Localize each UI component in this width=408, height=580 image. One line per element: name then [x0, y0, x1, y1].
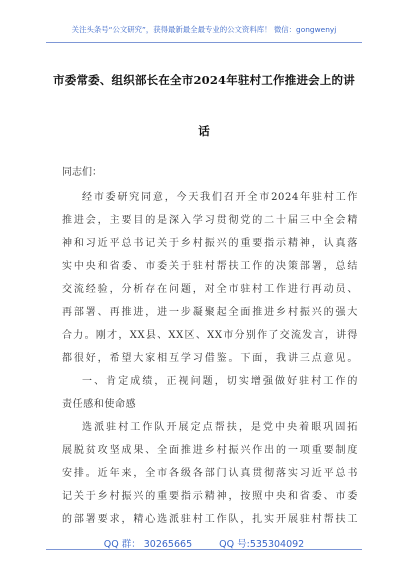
footer-contact: [0, 536, 408, 550]
paragraph-1: [62, 186, 358, 370]
section-1-heading: [62, 370, 358, 416]
salutation: 同志们：: [62, 167, 102, 178]
qq-group: QQ 群： 30265665: [103, 539, 193, 550]
document-title-line-1: 市委常委、组织部长在全市2024年驻村工作推进会上的讲: [53, 73, 355, 87]
paragraph-line: 经市委研究同意，今天我们召开全市2024年驻村工作: [82, 192, 358, 203]
paragraph-line: 的部署要求，精心选派驻村工作队，扎实开展驻村帮扶工: [62, 514, 358, 525]
paragraph-line: 推进会，主要目的是深入学习贯彻党的二十届三中全会精: [62, 215, 358, 226]
paragraph-line: 交流经验，分析存在问题，对全市驻村工作进行再动员、: [62, 284, 358, 295]
paragraph-line: 展脱贫攻坚成果、全面推进乡村振兴作出的一项重要制度: [62, 445, 358, 456]
paragraph-line: 选派驻村工作队开展定点帮扶，是党中央着眼巩固拓: [82, 422, 358, 433]
paragraph-line: 合力。刚才，XX县、XX区、XX市分别作了交流发言，讲得: [62, 330, 358, 341]
footer-divider: [46, 549, 362, 550]
paragraph-line: 安排。近年来，全市各级各部门认真贯彻落实习近平总书: [62, 468, 358, 479]
header-banner: 关注头条号“公文研究”，获得最新最全最专业的公文资料库！ 微信：gongwenyj: [71, 25, 337, 34]
qq-number: QQ 号:535304092: [219, 539, 305, 550]
heading-line: 一、肯定成绩，正视问题，切实增强做好驻村工作的: [82, 376, 358, 387]
paragraph-2: [62, 416, 358, 531]
document-title-line-2: 话: [198, 124, 210, 138]
heading-line: 责任感和使命感: [62, 399, 137, 410]
paragraph-line: 神和习近平总书记关于乡村振兴的重要指示精神，认真落: [62, 238, 358, 249]
paragraph-line: 都很好，希望大家相互学习借鉴。下面，我讲三点意见。: [62, 353, 358, 364]
paragraph-line: 实中央和省委、市委关于驻村帮扶工作的决策部署，总结: [62, 261, 358, 272]
paragraph-line: 再部署、再推进，进一步凝聚起全面推进乡村振兴的强大: [62, 307, 358, 318]
header-divider: [46, 42, 362, 43]
paragraph-line: 记关于乡村振兴的重要指示精神，按照中央和省委、市委: [62, 491, 358, 502]
